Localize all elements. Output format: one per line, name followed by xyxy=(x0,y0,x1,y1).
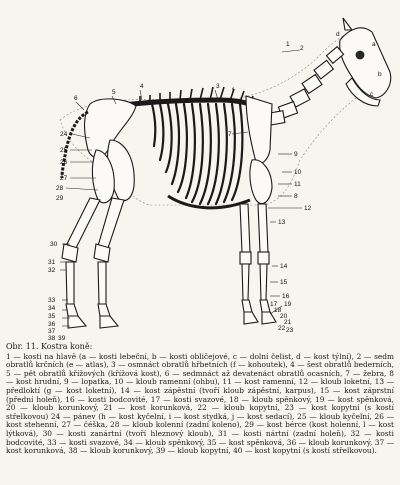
label-22: 22 xyxy=(278,325,286,332)
label-34: 34 xyxy=(48,305,56,312)
front-leg-far xyxy=(240,204,258,324)
label-18: 18 xyxy=(274,307,282,314)
label-19: 19 xyxy=(284,301,292,308)
neck-vertebrae xyxy=(267,47,343,126)
label-23: 23 xyxy=(286,327,294,334)
label-16: 16 xyxy=(282,293,290,300)
label-29: 29 xyxy=(56,195,64,202)
label-31: 31 xyxy=(48,259,56,266)
label-7: 7 xyxy=(228,131,232,138)
label-c: c xyxy=(370,91,374,98)
label-38: 38 xyxy=(48,335,56,342)
label-36: 36 xyxy=(48,321,56,328)
label-20: 20 xyxy=(280,313,288,320)
caption-title: Obr. 11. Kostra koně: xyxy=(6,342,93,351)
hind-leg-near xyxy=(94,198,124,328)
label-27: 27 xyxy=(60,175,68,182)
label-8: 8 xyxy=(294,193,298,200)
label-1: 1 xyxy=(286,41,290,48)
label-26: 26 xyxy=(60,159,68,166)
ribs xyxy=(152,104,242,204)
label-35: 35 xyxy=(48,313,56,320)
label-39: 39 xyxy=(58,335,66,342)
label-33: 33 xyxy=(48,297,56,304)
label-10: 10 xyxy=(294,169,302,176)
label-25: 25 xyxy=(60,147,68,154)
label-14: 14 xyxy=(280,263,288,270)
humerus xyxy=(250,160,272,204)
label-21: 21 xyxy=(284,319,292,326)
eye-orbit xyxy=(356,51,364,59)
label-f: f xyxy=(232,87,234,94)
label-32: 32 xyxy=(48,267,56,274)
label-9: 9 xyxy=(294,151,298,158)
label-37: 37 xyxy=(48,328,56,335)
caption-text: 1 — kosti na hlavě (a — kosti lebeční, b — kosti obličejové, c — dolní čelist, d — kost týlní), 2 — sedm obratlů krčních (e — atlas), 3 — osmnáct obratlů hřbetních (f — kohoutek), 4 — šest obratlů bederních, 5 — pět obratlů křížových (křížová kost), 6 — sedmnáct až devatenáct obratlů ocasních, 7 — žebra, 8 — kost hrudní, 9 — lopatka, 10 — kloub ramenní (ohbu), 11 — kost ramenní, 12 — kloub loketní, 13 — předloktí (g — kost loketní), 14 — kost zápěstní (tvoří kloub zápěstní, karpus), 15 — kost záprstní (přední holeň), 16 — kosti bodcovité, 17 — kosti svazové, 18 — kloub spěnkový, 19 — kost spěnková, 20 — kloub korunkový, 21 — kost korunková, 22 — kloub kopytní, 23 — kost kopytní (s kostí střelkovou) 24 — pánev (h — kost kyčelní, i — kost stydká, j — kost sedací), 25 — kloub kyčelní, 26 — kost stehenní, 27 — čéška, 28 — kloub kolenní (zadní koleno), 29 — kost bérce (kost holenní, l — kost lýtková), 30 — kosti zanártní (tvoří hleznový kloub), 31 — kosti nártní (zadní holeň), 32 — kosti bodcovité, 33 — kosti svazové, 34 — kloub spěnkový, 35 — kost spěnková, 36 — kloub korunkový, 37 — kost korunková, 38 — kloub korunkový, 39 — kloub kopytní, 40 — kost kopytní (s kostí střelkovou). xyxy=(6,351,394,456)
label-17: 17 xyxy=(270,301,278,308)
label-15: 15 xyxy=(280,279,288,286)
scapula xyxy=(246,96,272,163)
figure-caption xyxy=(6,343,394,456)
hind-leg-far xyxy=(62,198,100,328)
ear xyxy=(343,18,352,30)
label-28: 28 xyxy=(56,185,64,192)
label-a: a xyxy=(372,41,376,48)
label-b: b xyxy=(378,71,382,78)
label-5: 5 xyxy=(112,89,116,96)
label-d: d xyxy=(336,31,340,38)
label-6: 6 xyxy=(74,95,78,102)
label-3: 3 xyxy=(216,83,220,90)
label-13: 13 xyxy=(278,219,286,226)
label-24: 24 xyxy=(60,131,68,138)
label-2: 2 xyxy=(300,45,304,52)
label-30: 30 xyxy=(50,241,58,248)
label-11: 11 xyxy=(294,181,301,188)
label-12: 12 xyxy=(304,205,312,212)
label-4: 4 xyxy=(140,83,144,90)
